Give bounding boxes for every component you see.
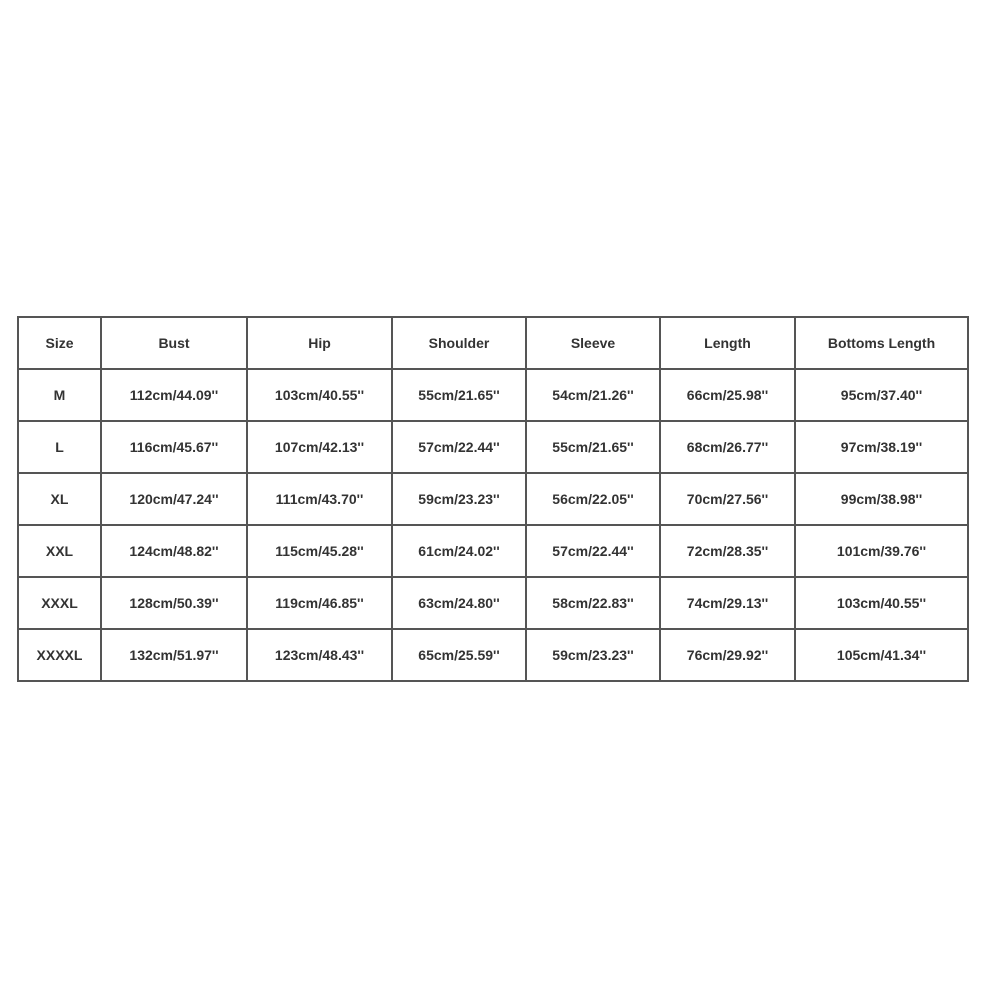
- table-header: [18, 317, 968, 369]
- bust-cell: 112cm/44.09'': [101, 369, 247, 421]
- column-header-bottoms-length: Bottoms Length: [795, 317, 968, 369]
- sleeve-cell: 55cm/21.65'': [526, 421, 660, 473]
- sleeve-cell: 57cm/22.44'': [526, 525, 660, 577]
- hip-cell: 123cm/48.43'': [247, 629, 392, 681]
- sleeve-cell: 56cm/22.05'': [526, 473, 660, 525]
- column-header-sleeve: Sleeve: [526, 317, 660, 369]
- bottoms-length-cell: 101cm/39.76'': [795, 525, 968, 577]
- shoulder-cell: 57cm/22.44'': [392, 421, 526, 473]
- table-row: [18, 577, 968, 629]
- length-cell: 66cm/25.98'': [660, 369, 795, 421]
- bottoms-length-cell: 97cm/38.19'': [795, 421, 968, 473]
- length-cell: 76cm/29.92'': [660, 629, 795, 681]
- column-header-size: Size: [18, 317, 101, 369]
- length-cell: 68cm/26.77'': [660, 421, 795, 473]
- hip-cell: 107cm/42.13'': [247, 421, 392, 473]
- shoulder-cell: 55cm/21.65'': [392, 369, 526, 421]
- size-cell: M: [18, 369, 101, 421]
- column-header-length: Length: [660, 317, 795, 369]
- size-cell: XXXL: [18, 577, 101, 629]
- table-row: [18, 473, 968, 525]
- bottoms-length-cell: 103cm/40.55'': [795, 577, 968, 629]
- table-row: [18, 525, 968, 577]
- table-row: [18, 629, 968, 681]
- bottoms-length-cell: 95cm/37.40'': [795, 369, 968, 421]
- hip-cell: 103cm/40.55'': [247, 369, 392, 421]
- shoulder-cell: 59cm/23.23'': [392, 473, 526, 525]
- bust-cell: 124cm/48.82'': [101, 525, 247, 577]
- bust-cell: 116cm/45.67'': [101, 421, 247, 473]
- length-cell: 74cm/29.13'': [660, 577, 795, 629]
- header-row: [18, 317, 968, 369]
- bottoms-length-cell: 105cm/41.34'': [795, 629, 968, 681]
- bust-cell: 128cm/50.39'': [101, 577, 247, 629]
- sleeve-cell: 54cm/21.26'': [526, 369, 660, 421]
- shoulder-cell: 63cm/24.80'': [392, 577, 526, 629]
- size-cell: L: [18, 421, 101, 473]
- length-cell: 70cm/27.56'': [660, 473, 795, 525]
- bust-cell: 132cm/51.97'': [101, 629, 247, 681]
- size-cell: XXXXL: [18, 629, 101, 681]
- hip-cell: 111cm/43.70'': [247, 473, 392, 525]
- column-header-shoulder: Shoulder: [392, 317, 526, 369]
- size-cell: XL: [18, 473, 101, 525]
- length-cell: 72cm/28.35'': [660, 525, 795, 577]
- sleeve-cell: 58cm/22.83'': [526, 577, 660, 629]
- column-header-hip: Hip: [247, 317, 392, 369]
- hip-cell: 119cm/46.85'': [247, 577, 392, 629]
- table-row: [18, 421, 968, 473]
- size-cell: XXL: [18, 525, 101, 577]
- size-chart-table: [17, 316, 969, 682]
- shoulder-cell: 61cm/24.02'': [392, 525, 526, 577]
- bottoms-length-cell: 99cm/38.98'': [795, 473, 968, 525]
- hip-cell: 115cm/45.28'': [247, 525, 392, 577]
- bust-cell: 120cm/47.24'': [101, 473, 247, 525]
- sleeve-cell: 59cm/23.23'': [526, 629, 660, 681]
- column-header-bust: Bust: [101, 317, 247, 369]
- shoulder-cell: 65cm/25.59'': [392, 629, 526, 681]
- table-body: [18, 369, 968, 681]
- table-row: [18, 369, 968, 421]
